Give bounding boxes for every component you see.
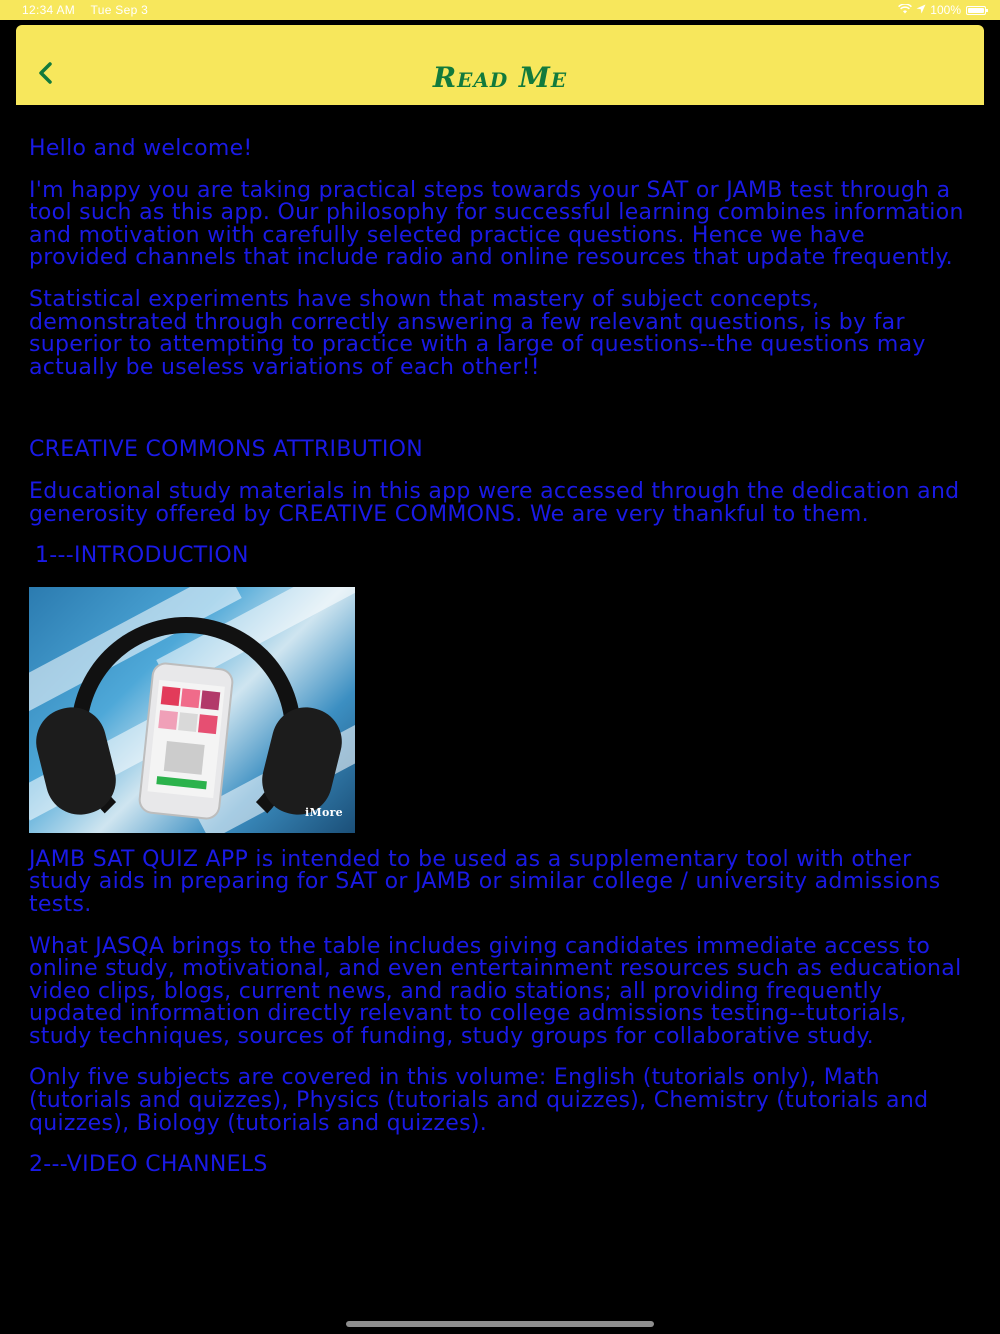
section-video-channels-heading: 2---VIDEO CHANNELS	[29, 1152, 268, 1178]
headphones-phone-image	[29, 587, 355, 833]
introduction-paragraph-1: JAMB SAT QUIZ APP is intended to be used as a supplementary tool with other study aids in preparing for SAT or JAMB or similar college / university admissions tests.	[29, 846, 941, 917]
phone-screen-shape	[148, 680, 225, 798]
status-bar	[0, 0, 1000, 20]
attribution-text: Educational study materials in this app were accessed through the dedication and generosity offered by CREATIVE COMMONS. We are very thankful to them.	[29, 478, 960, 527]
status-left	[22, 3, 160, 17]
image-watermark: iMore	[305, 806, 343, 820]
readme-content	[29, 138, 969, 1196]
location-icon	[916, 4, 926, 17]
battery-percent: 100%	[930, 3, 961, 17]
intro-paragraph-2: Statistical experiments have shown that mastery of subject concepts, demonstrated through correctly answering a few relevant questions, is by far superior to attempting to practice with a large of questions--the questions may actually be useless variations of each other!!	[29, 286, 926, 380]
status-right	[898, 3, 986, 17]
intro-paragraph-1: I'm happy you are taking practical steps towards your SAT or JAMB test through a tool such as this app. Our philosophy for successful learning combines information and motivation with carefully selected practice questions. Hence we have provided channels that include radio and online resources that update frequently.	[29, 177, 964, 271]
home-indicator[interactable]	[346, 1321, 654, 1327]
section-introduction-heading: 1---INTRODUCTION	[35, 543, 249, 569]
spacer	[29, 398, 969, 439]
wifi-icon	[898, 4, 912, 17]
battery-icon	[966, 6, 986, 15]
introduction-paragraph-3: Only five subjects are covered in this volume: English (tutorials only), Math (tutorials and quizzes), Physics (tutorials and quizzes), Chemistry (tutorials and quizzes), Biology (tutorials and quizzes).	[29, 1065, 929, 1136]
nav-bar	[16, 25, 984, 105]
status-date: Tue Sep 3	[90, 3, 149, 17]
introduction-paragraph-2: What JASQA brings to the table includes giving candidates immediate access to online study, motivational, and even entertainment resources such as educational video clips, blogs, current news, and radio stations; all providing frequently updated information directly relevant to college admissions testing--tutorials, study techniques, sources of funding, study groups for collaborative study.	[29, 933, 962, 1049]
page-title: Read Me	[432, 61, 568, 94]
status-time: 12:34 AM	[22, 3, 76, 17]
greeting-text: Hello and welcome!	[29, 136, 253, 161]
phone-shape	[139, 663, 232, 818]
attribution-heading: CREATIVE COMMONS ATTRIBUTION	[29, 437, 424, 463]
